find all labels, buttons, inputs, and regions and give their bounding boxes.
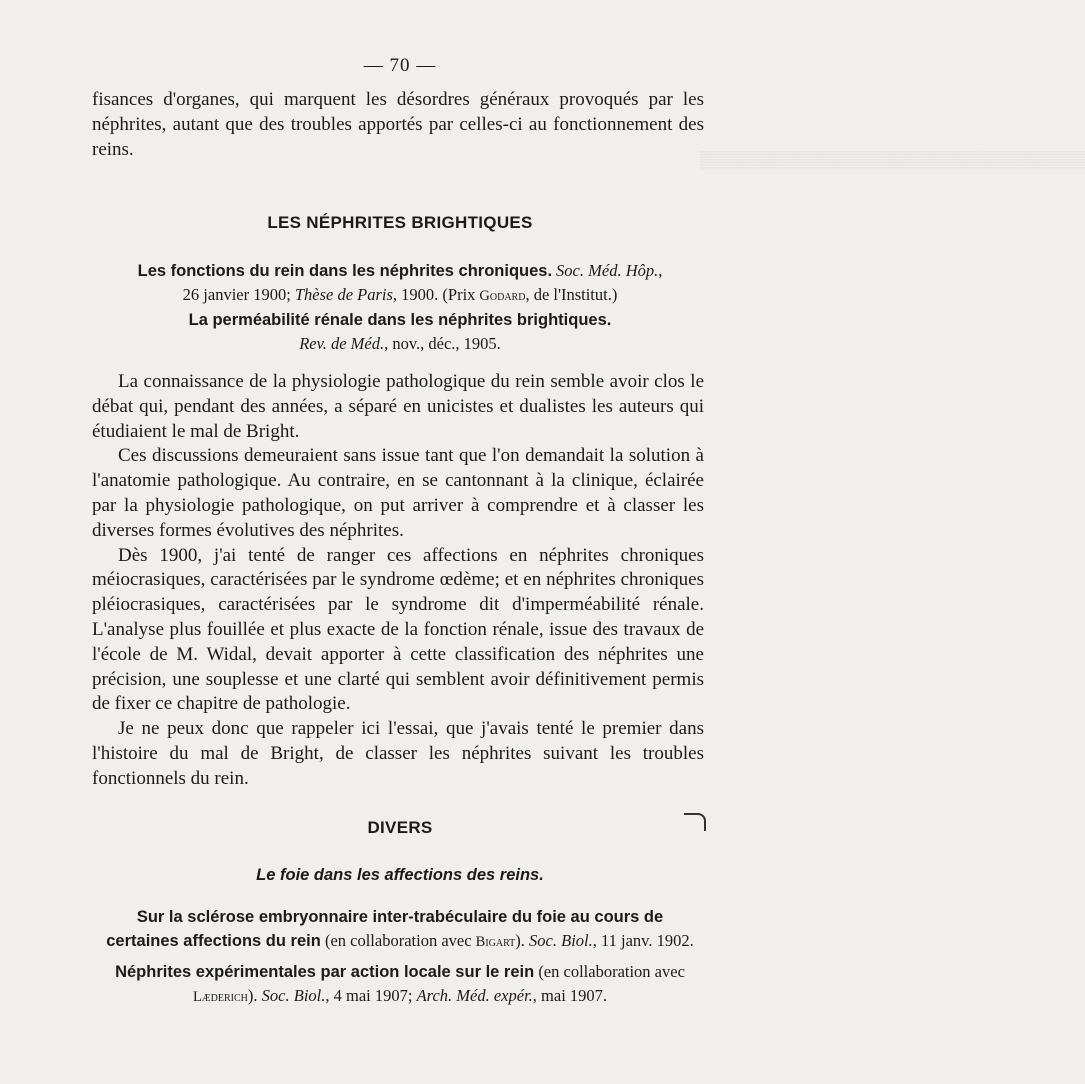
publication-date: , nov., déc., 1905. [384, 334, 501, 353]
section1-body [92, 370, 704, 792]
journal-name: Rev. de Méd. [299, 334, 385, 353]
subheading-block [66, 864, 734, 887]
journal-name-2: Arch. Méd. expér. [416, 986, 533, 1005]
thesis-name: Thèse de Paris [294, 285, 393, 304]
intro-paragraph-block [92, 88, 704, 162]
collaboration-prefix: (en collaboration avec [320, 931, 476, 950]
publication-date: , 11 janv. 1902. [592, 931, 694, 950]
publication-year: , 1900. (Prix [392, 285, 476, 304]
publication-date: 26 janvier 1900; [182, 285, 291, 304]
publication-title: La perméabilité rénale dans les néphrites brightiques. [188, 311, 612, 329]
publication-date: , 4 mai 1907; [325, 986, 417, 1005]
page-number: — 70 — [363, 55, 437, 76]
publication-date-2: , mai 1907. [532, 986, 608, 1005]
collaborator-name: Læderich [192, 989, 248, 1005]
publication-entry-fonctions: Les fonctions du rein dans les néphrites chroniques. Soc. Méd. Hôp., 26 janvier 1900; Thèse de Paris, 1900. (Prix Godard, de l'Institut.) [137, 261, 663, 304]
body-paragraph: La connaissance de la physiologie pathologique du rein semble avoir clos le débat qui, pendant des années, a séparé en unicistes et dualistes les auteurs qui étudiaient le mal de Bright. [92, 371, 704, 442]
page-corner-mark [684, 813, 706, 831]
publication-title: Les fonctions du rein dans les néphrites chroniques. [137, 262, 553, 280]
collaboration-prefix: (en collaboration avec [534, 962, 685, 981]
section-heading-brightiques: LES NÉPHRITES BRIGHTIQUES [267, 213, 533, 232]
collaboration-suffix: ). [247, 986, 262, 1005]
collaboration-suffix: ). [515, 931, 530, 950]
institute-note: , de l'Institut.) [525, 285, 618, 304]
intro-paragraph: fisances d'organes, qui marquent les désordres généraux provoqués par les néphrites, autant que des troubles apportés par celles-ci au fonctionnement des reins. [92, 89, 704, 160]
prize-name: Godard [479, 288, 526, 304]
journal-name: Soc. Biol. [261, 986, 326, 1005]
journal-name: Soc. Biol. [529, 931, 593, 950]
section-heading-divers: DIVERS [367, 818, 433, 837]
publication-title-line2: certaines affections du rein [106, 932, 321, 950]
show-through-text: ▒▒▒▒▒▒▒▒▒▒▒▒▒▒▒▒▒▒▒▒▒▒▒▒▒▒▒▒▒▒▒▒ [700, 150, 1085, 169]
body-paragraph: Je ne peux donc que rappeler ici l'essai, que j'avais tenté le premier dans l'histoire du mal de Bright, de classer les néphrites suivant les troubles fonctionnels du rein. [92, 718, 704, 789]
publication-entry-sclerose [66, 906, 734, 954]
body-paragraph: Ces discussions demeuraient sans issue tant que l'on demandait la solution à l'anatomie pathologique. Au contraire, en se cantonnant à la clinique, éclairée par la physiologie pathologique, on put arriver à comprendre et à classer les diverses formes évolutives des néphrites. [92, 445, 704, 541]
body-paragraph: Dès 1900, j'ai tenté de ranger ces affections en néphrites chroniques méiocrasiques, caractérisées par le syndrome œdème; et en néphrites chroniques pléiocrasiques, caractérisées par le syndrome dit d'imperméabilité rénale. L'analyse plus fouillée et plus exacte de la fonction rénale, issue des travaux de l'école de M. Widal, devait apporter à cette classification des néphrites une précision, une souplesse et une clarté qui semblent avoir définitivement permis de fixer ce chapitre de pathologie. [92, 544, 704, 715]
section-subheading: Le foie dans les affections des reins. [256, 866, 544, 884]
publication-entry-permeabilite [66, 309, 734, 356]
publication-title: Néphrites expérimentales par action locale sur le rein [115, 963, 535, 981]
journal-name: Soc. Méd. Hôp. [556, 261, 659, 280]
collaborator-name: Bigart [475, 934, 516, 950]
publication-entry-nephrites-experimentales [66, 960, 734, 1009]
publication-title-line1: Sur la sclérose embryonnaire inter-trabéculaire du foie au cours de [136, 908, 664, 926]
